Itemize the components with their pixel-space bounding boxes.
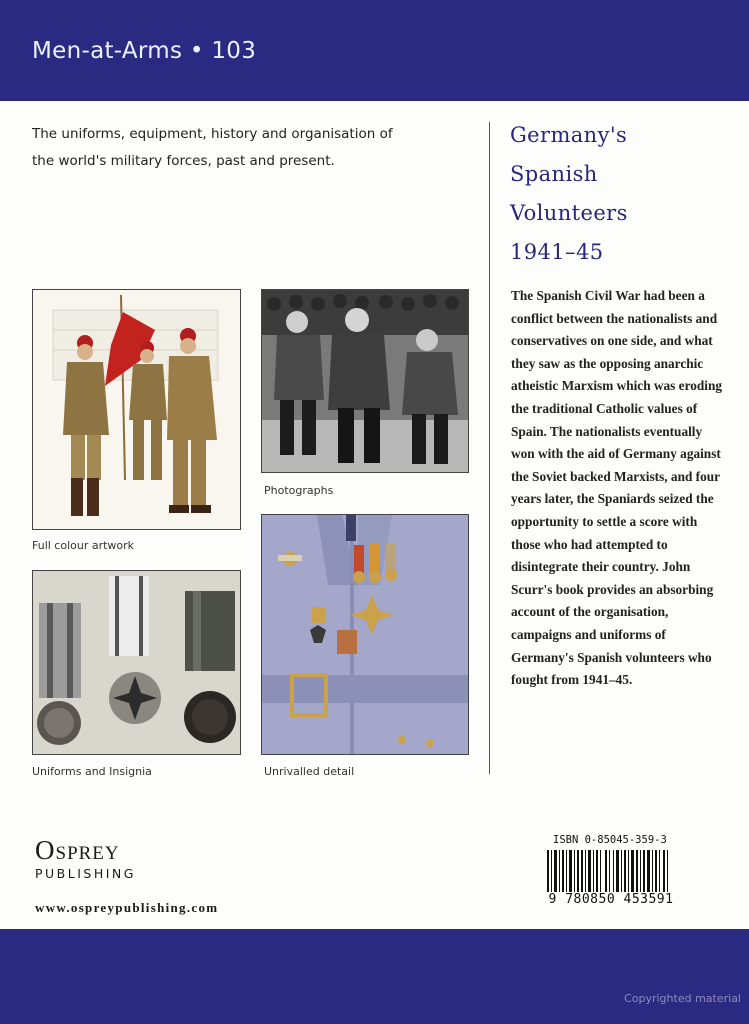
artwork-image [32, 289, 241, 530]
photographs-image [261, 289, 469, 473]
watermark: Copyrighted material [624, 992, 741, 1005]
isbn-label: ISBN 0-85045-359-3 [553, 834, 667, 846]
series-title: Men-at-Arms • 103 [32, 38, 257, 64]
top-band [0, 0, 749, 101]
title-line: Germany's [510, 123, 628, 147]
caption-photographs: Photographs [264, 484, 334, 497]
column-divider [489, 122, 490, 774]
publisher-website[interactable]: www.ospreypublishing.com [35, 900, 219, 915]
publisher-sub: PUBLISHING [35, 866, 136, 881]
barcode-number: 9 780850 453591 [537, 892, 685, 907]
book-blurb: The Spanish Civil War had been a conflict between the nationalists and conservatives on one side, and what they saw as the opposing anarchic atheistic Marxism which was eroding the traditional Catholic values of Spain. The nationalists eventually won with the aid of Germany against the Soviet backed Marxists, and four years later, the Spaniards seized the opportunity to settle a score with those who had attempted to disintegrate their country. John Scurr's book provides an absorbing account of the organisation, campaigns and uniforms of Germany's Spanish volunteers who fought from 1941–45. [511, 288, 723, 688]
publisher-logo [35, 836, 136, 881]
publisher-name: Osprey [35, 835, 120, 865]
barcode [537, 830, 685, 915]
bottom-band [0, 929, 749, 1024]
title-line: 1941–45 [510, 240, 604, 264]
tagline: The uniforms, equipment, history and organisation of the world's military forces, past and present. [32, 126, 393, 169]
caption-detail: Unrivalled detail [264, 765, 355, 778]
book-title [510, 116, 730, 272]
insignia-image [32, 570, 241, 755]
caption-artwork: Full colour artwork [32, 539, 135, 552]
title-line: Spanish [510, 162, 598, 186]
caption-insignia: Uniforms and Insignia [32, 765, 152, 778]
title-line: Volunteers [510, 201, 628, 225]
detail-image [261, 514, 469, 755]
